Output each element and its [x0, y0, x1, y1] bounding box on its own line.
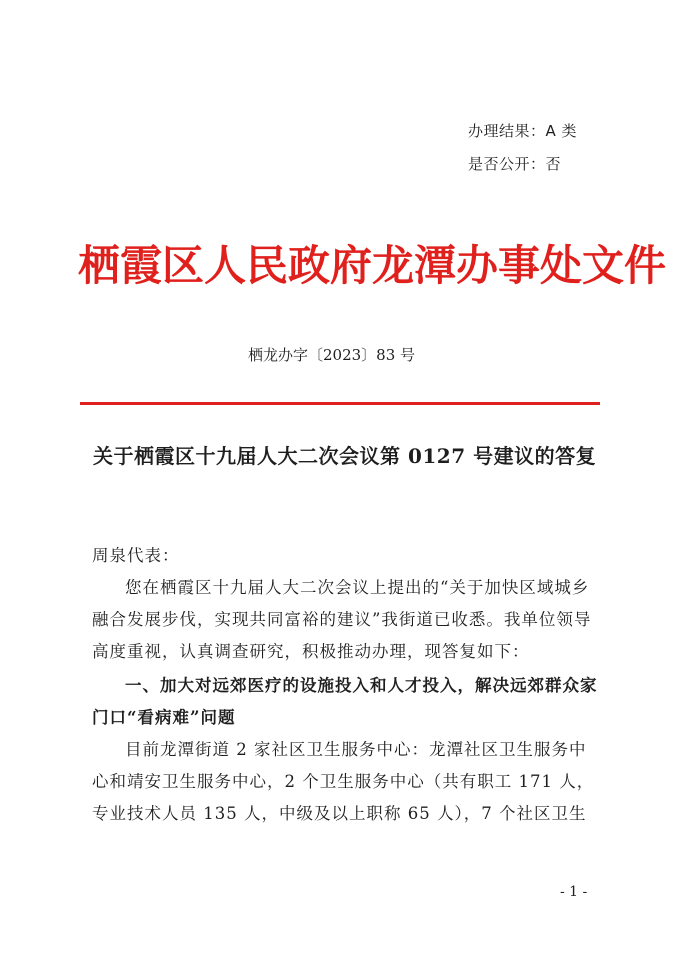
page-number: - 1 -	[560, 884, 588, 900]
paragraph-facilities: 目前龙潭街道 2 家社区卫生服务中心：龙潭社区卫生服务中心和靖安卫生服务中心，2 个卫生服务中心（共有职工 171 人，专业技术人员 135 人，中级及以上职称 65 人），7 个社区卫生	[92, 740, 595, 823]
handling-result: 办理结果：A 类	[468, 122, 578, 140]
section-heading-1: 一、加大对远郊医疗的设施投入和人才投入，解决远郊群众家门口“看病难”问题	[92, 676, 598, 727]
reply-title: 关于栖霞区十九届人大二次会议第 0127 号建议的答复	[93, 444, 597, 468]
salutation: 周泉代表：	[92, 546, 180, 565]
agency-header: 栖霞区人民政府龙潭办事处文件	[78, 241, 667, 290]
document-number: 栖龙办字〔2023〕83 号	[248, 346, 416, 364]
disclosure-status: 是否公开：否	[468, 155, 562, 173]
paragraph-intro: 您在栖霞区十九届人大二次会议上提出的“关于加快区域城乡融合发展步伐，实现共同富裕的建议”我街道已收悉。我单位领导高度重视，认真调查研究，积极推动办理，现答复如下：	[92, 578, 592, 661]
red-divider	[80, 402, 600, 405]
